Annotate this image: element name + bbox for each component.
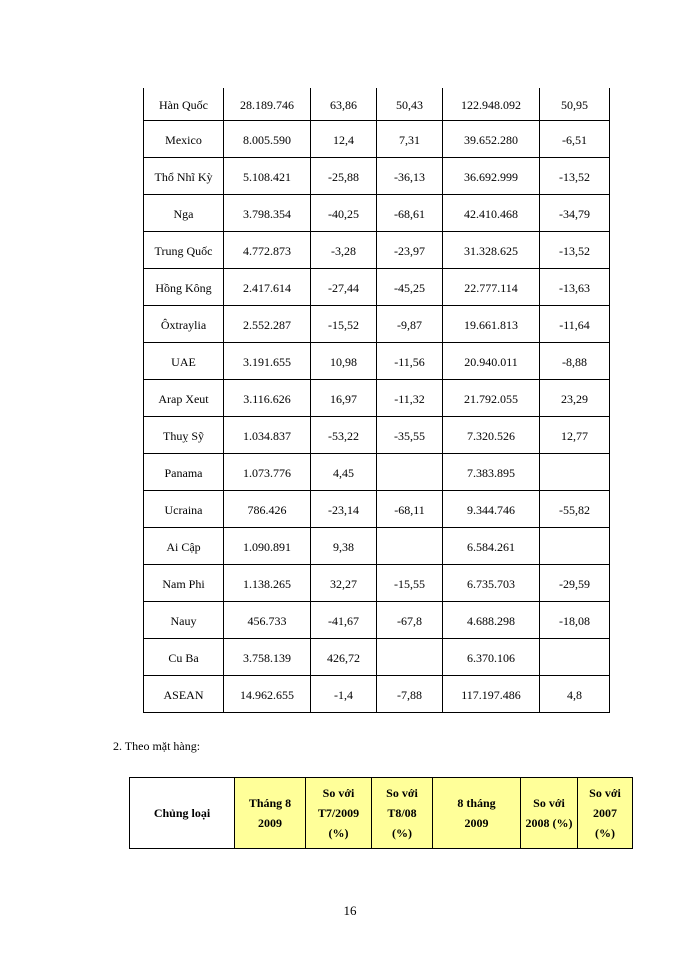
value-cell: 9,38 [311, 528, 377, 565]
country-cell: Trung Quốc [144, 232, 224, 269]
goods-table-header-row [130, 778, 633, 849]
header-line: So với [589, 786, 621, 800]
value-cell: 122.948.092 [443, 88, 540, 121]
value-cell: 3.116.626 [224, 380, 311, 417]
table-row [144, 380, 610, 417]
value-cell [540, 639, 610, 676]
header-line: So với [386, 786, 418, 800]
value-cell: 36.692.999 [443, 158, 540, 195]
header-line: 2009 [258, 816, 282, 830]
value-cell: -23,14 [311, 491, 377, 528]
table-row [144, 528, 610, 565]
section-heading: 2. Theo mặt hàng: [113, 739, 201, 753]
value-cell: -7,88 [377, 676, 443, 713]
value-cell: 117.197.486 [443, 676, 540, 713]
value-cell: 42.410.468 [443, 195, 540, 232]
value-cell: -41,67 [311, 602, 377, 639]
country-cell: Thuỵ Sỹ [144, 417, 224, 454]
country-cell: Nauy [144, 602, 224, 639]
value-cell: -25,88 [311, 158, 377, 195]
country-cell: Hồng Kông [144, 269, 224, 306]
header-line: T8/08 [387, 806, 417, 820]
value-cell: 22.777.114 [443, 269, 540, 306]
header-line: (%) [595, 826, 615, 840]
value-cell: 7.383.895 [443, 454, 540, 491]
header-cell-month [235, 778, 306, 849]
value-cell: 23,29 [540, 380, 610, 417]
value-cell: -35,55 [377, 417, 443, 454]
country-table-body [144, 88, 610, 713]
country-cell: Hàn Quốc [144, 88, 224, 121]
value-cell: 20.940.011 [443, 343, 540, 380]
header-cell-vs-prev-month [306, 778, 372, 849]
country-cell: Nga [144, 195, 224, 232]
value-cell: 2.552.287 [224, 306, 311, 343]
value-cell: -55,82 [540, 491, 610, 528]
value-cell: 63,86 [311, 88, 377, 121]
country-cell: ASEAN [144, 676, 224, 713]
value-cell: 16,97 [311, 380, 377, 417]
value-cell: -53,22 [311, 417, 377, 454]
value-cell: -67,8 [377, 602, 443, 639]
header-line: 2008 (%) [525, 816, 573, 830]
value-cell: 19.661.813 [443, 306, 540, 343]
value-cell: -36,13 [377, 158, 443, 195]
table-row [144, 343, 610, 380]
table-row [144, 121, 610, 158]
value-cell: -68,61 [377, 195, 443, 232]
value-cell: -11,64 [540, 306, 610, 343]
country-cell: Panama [144, 454, 224, 491]
value-cell: 3.798.354 [224, 195, 311, 232]
table-row [144, 158, 610, 195]
value-cell: 39.652.280 [443, 121, 540, 158]
value-cell: -3,28 [311, 232, 377, 269]
value-cell: 5.108.421 [224, 158, 311, 195]
value-cell: 14.962.655 [224, 676, 311, 713]
header-cell-eight-months [433, 778, 521, 849]
country-cell: UAE [144, 343, 224, 380]
value-cell: -9,87 [377, 306, 443, 343]
country-table [143, 88, 610, 713]
value-cell [377, 639, 443, 676]
value-cell: -45,25 [377, 269, 443, 306]
value-cell: 1.138.265 [224, 565, 311, 602]
table-row [144, 195, 610, 232]
value-cell: -68,11 [377, 491, 443, 528]
country-cell: Arap Xeut [144, 380, 224, 417]
value-cell: 12,4 [311, 121, 377, 158]
value-cell: 4,45 [311, 454, 377, 491]
value-cell: 50,43 [377, 88, 443, 121]
value-cell: -13,63 [540, 269, 610, 306]
table-row [144, 232, 610, 269]
header-line: Tháng 8 [248, 796, 292, 810]
page-number: 16 [343, 903, 357, 918]
value-cell: 10,98 [311, 343, 377, 380]
value-cell: 32,27 [311, 565, 377, 602]
header-line: 2007 [593, 806, 617, 820]
value-cell: 1.034.837 [224, 417, 311, 454]
value-cell: 21.792.055 [443, 380, 540, 417]
header-line: (%) [392, 826, 412, 840]
value-cell: 8.005.590 [224, 121, 311, 158]
table-row [144, 639, 610, 676]
value-cell: -6,51 [540, 121, 610, 158]
value-cell: 2.417.614 [224, 269, 311, 306]
table-row [144, 565, 610, 602]
value-cell: 3.191.655 [224, 343, 311, 380]
country-cell: Thổ Nhĩ Kỳ [144, 158, 224, 195]
value-cell: -18,08 [540, 602, 610, 639]
value-cell [540, 528, 610, 565]
header-line: (%) [328, 826, 349, 840]
value-cell: 28.189.746 [224, 88, 311, 121]
value-cell [377, 454, 443, 491]
header-line: So với [533, 796, 565, 810]
value-cell: 4.772.873 [224, 232, 311, 269]
value-cell: 6.735.703 [443, 565, 540, 602]
value-cell: 4,8 [540, 676, 610, 713]
table-row [144, 676, 610, 713]
value-cell: -13,52 [540, 232, 610, 269]
country-cell: Ôxtraylia [144, 306, 224, 343]
value-cell: 6.370.106 [443, 639, 540, 676]
value-cell: 6.584.261 [443, 528, 540, 565]
country-cell: Cu Ba [144, 639, 224, 676]
header-cell-vs-2007 [578, 778, 633, 849]
value-cell: 7.320.526 [443, 417, 540, 454]
value-cell: -34,79 [540, 195, 610, 232]
table-row [144, 491, 610, 528]
goods-table [129, 777, 633, 849]
value-cell: 9.344.746 [443, 491, 540, 528]
value-cell [540, 454, 610, 491]
header-cell-vs-2008 [521, 778, 578, 849]
value-cell: -27,44 [311, 269, 377, 306]
value-cell: 1.090.891 [224, 528, 311, 565]
header-line: So với [322, 786, 355, 800]
table-row [144, 306, 610, 343]
value-cell: 12,77 [540, 417, 610, 454]
value-cell: 456.733 [224, 602, 311, 639]
value-cell: 426,72 [311, 639, 377, 676]
value-cell: -11,32 [377, 380, 443, 417]
value-cell: -15,52 [311, 306, 377, 343]
header-cell-category [130, 778, 235, 849]
header-line: 8 tháng [457, 796, 496, 810]
country-cell: Ai Cập [144, 528, 224, 565]
table-row [144, 88, 610, 121]
value-cell: -11,56 [377, 343, 443, 380]
table-row [144, 602, 610, 639]
value-cell: -23,97 [377, 232, 443, 269]
value-cell: 31.328.625 [443, 232, 540, 269]
table-row [144, 454, 610, 491]
value-cell: -8,88 [540, 343, 610, 380]
value-cell [377, 528, 443, 565]
header-line: 2009 [464, 816, 489, 830]
value-cell: -15,55 [377, 565, 443, 602]
country-cell: Mexico [144, 121, 224, 158]
value-cell: 1.073.776 [224, 454, 311, 491]
value-cell: -1,4 [311, 676, 377, 713]
value-cell: 7,31 [377, 121, 443, 158]
country-cell: Ucraina [144, 491, 224, 528]
table-row [144, 417, 610, 454]
value-cell: 50,95 [540, 88, 610, 121]
value-cell: -29,59 [540, 565, 610, 602]
country-cell: Nam Phi [144, 565, 224, 602]
table-row [144, 269, 610, 306]
value-cell: 3.758.139 [224, 639, 311, 676]
header-line: Chủng loại [153, 806, 211, 820]
value-cell: 786.426 [224, 491, 311, 528]
value-cell: -13,52 [540, 158, 610, 195]
header-cell-vs-same-month [372, 778, 433, 849]
value-cell: -40,25 [311, 195, 377, 232]
value-cell: 4.688.298 [443, 602, 540, 639]
header-line: T7/2009 [317, 806, 360, 820]
